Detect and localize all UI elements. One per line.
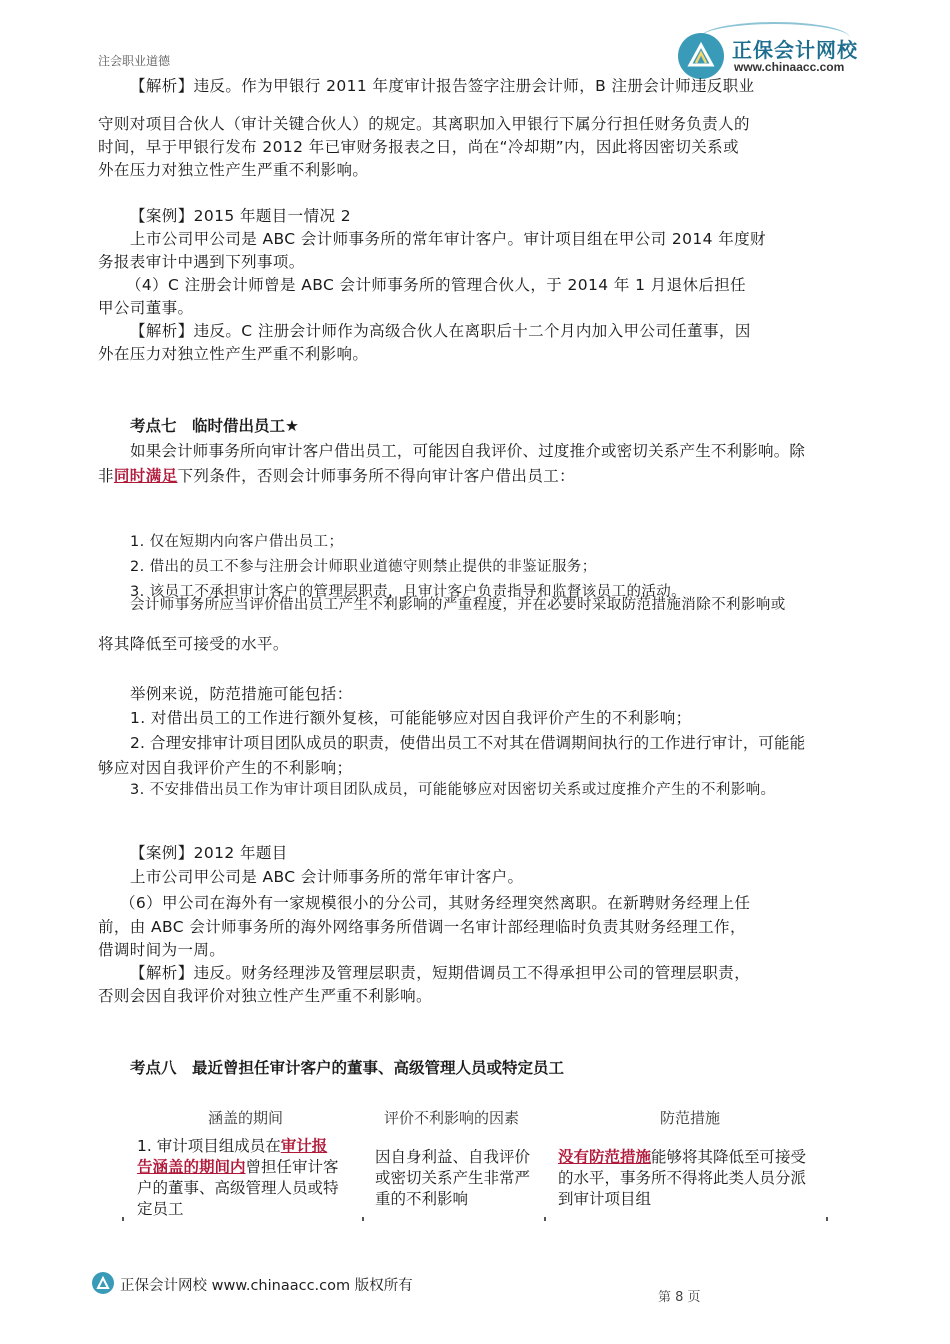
section-8-heading: 考点八 最近曾担任审计客户的董事、高级管理人员或特定员工	[130, 1059, 565, 1077]
intro-line-1: 守则对项目合伙人（审计关键合伙人）的规定。其离职加入甲银行下属分行担任财务负责人的	[98, 115, 750, 133]
table-cell-factors: 因自身利益、自我评价或密切关系产生非常严重的不利影响	[375, 1148, 531, 1208]
page-number: 第 8 页	[658, 1290, 701, 1305]
intro-line-2: 时间，早于甲银行发布 2012 年已审财务报表之日，尚在“冷却期”内，因此将因密切关系或	[98, 138, 739, 156]
highlight-text: 没有防范措施	[558, 1148, 652, 1166]
logo-url: www.chinaacc.com	[734, 60, 845, 74]
example-item: 1. 对借出员工的工作进行额外复核，可能能够应对因自我评价产生的不利影响；	[130, 709, 692, 727]
case-2015-line: 甲公司董事。	[98, 299, 194, 317]
table-border-mark	[826, 1217, 828, 1221]
case-2012-line: 【解析】违反。财务经理涉及管理层职责，短期借调员工不得承担甲公司的管理层职责，	[130, 964, 751, 982]
intro-cut-line: 【解析】违反。作为甲银行 2011 年度审计报告签字注册会计师，B 注册会计师违反职业	[130, 77, 755, 95]
header-fragment: 注会职业道德	[98, 54, 171, 68]
section-7-para-line-1: 如果会计师事务所向审计客户借出员工，可能因自我评价、过度推介或密切关系产生不利影响。除	[130, 442, 806, 460]
example-item-cut: 够应对因自我评价产生的不利影响；	[98, 759, 353, 777]
case-2012-line: 借调时间为一周。	[98, 941, 226, 959]
section-7-heading: 考点七 临时借出员工★	[130, 417, 299, 435]
highlight-text: 同时满足	[113, 467, 178, 485]
section-7-para-end: 将其降低至可接受的水平。	[98, 635, 289, 653]
condition-item: 2. 借出的员工不参与注册会计师职业道德守则禁止提供的非鉴证服务；	[130, 559, 597, 575]
case-2012-line: 否则会因自我评价对独立性产生严重不利影响。	[98, 987, 432, 1005]
table-cell-safeguards: 没有防范措施能够将其降低至可接受的水平，事务所不得将此类人员分派到审计项目组	[558, 1148, 807, 1208]
case-2015-title: 【案例】2015 年题目一情况 2	[130, 207, 351, 225]
logo-name: 正保会计网校	[732, 38, 858, 62]
case-2012-line: 前，由 ABC 会计师事务所的海外网络事务所借调一名审计部经理临时负责其财务经理工作，	[98, 918, 746, 936]
case-2015-line: （4）C 注册会计师曾是 ABC 会计师事务所的管理合伙人，于 2014 年 1 月退休后担任	[126, 276, 747, 294]
footer-copyright: 正保会计网校 www.chinaacc.com 版权所有	[120, 1278, 413, 1294]
case-2015-line: 【解析】违反。C 注册会计师作为高级合伙人在离职后十二个月内加入甲公司任董事，因	[130, 322, 751, 340]
footer-logo-icon	[92, 1272, 114, 1294]
section-7-cut-para: 会计师事务所应当评价借出员工产生不利影响的严重程度，并在必要时采取防范措施消除不利影响或	[130, 597, 786, 613]
highlight-text: 审计报告涵盖的期间内	[137, 1137, 328, 1176]
example-item-cut: 3. 不安排借出员工作为审计项目团队成员，可能能够应对因密切关系或过度推介产生的不利影响。	[130, 782, 776, 798]
table-border-mark	[122, 1217, 124, 1221]
table-header-factors: 评价不利影响的因素	[384, 1109, 520, 1127]
case-2015-line: 上市公司甲公司是 ABC 会计师事务所的常年审计客户。审计项目组在甲公司 2014 年度财	[130, 230, 766, 248]
case-2015-line: 务报表审计中遇到下列事项。	[98, 253, 305, 271]
table-cell-period: 1. 审计项目组成员在审计报告涵盖的期间内曾担任审计客户的董事、高级管理人员或特定员工	[137, 1137, 339, 1218]
logo-icon	[678, 33, 724, 79]
condition-item-cut: 3. 该员工不承担审计客户的管理层职责，且审计客户负责指导和监督该员工的活动。	[130, 584, 687, 600]
intro-line-3: 外在压力对独立性产生严重不利影响。	[98, 161, 369, 179]
table-header-safeguards: 防范措施	[660, 1109, 721, 1127]
case-2015-line: 外在压力对独立性产生严重不利影响。	[98, 345, 369, 363]
example-intro: 举例来说，防范措施可能包括：	[130, 685, 353, 703]
example-item: 2. 合理安排审计项目团队成员的职责，使借出员工不对其在借调期间执行的工作进行审计，可能能	[130, 734, 806, 752]
condition-item: 1. 仅在短期内向客户借出员工；	[130, 534, 344, 550]
case-2012-line: （6）甲公司在海外有一家规模很小的分公司，其财务经理突然离职。在新聘财务经理上任	[120, 894, 751, 912]
table-border-mark	[544, 1217, 546, 1221]
case-2012-title: 【案例】2012 年题目	[130, 844, 288, 862]
section-7-para-line-2: 非同时满足下列条件，否则会计师事务所不得向审计客户借出员工：	[98, 467, 576, 485]
table-border-mark	[362, 1217, 364, 1221]
case-2012-cut-line: 上市公司甲公司是 ABC 会计师事务所的常年审计客户。	[130, 868, 524, 886]
table-header-period: 涵盖的期间	[208, 1109, 284, 1127]
